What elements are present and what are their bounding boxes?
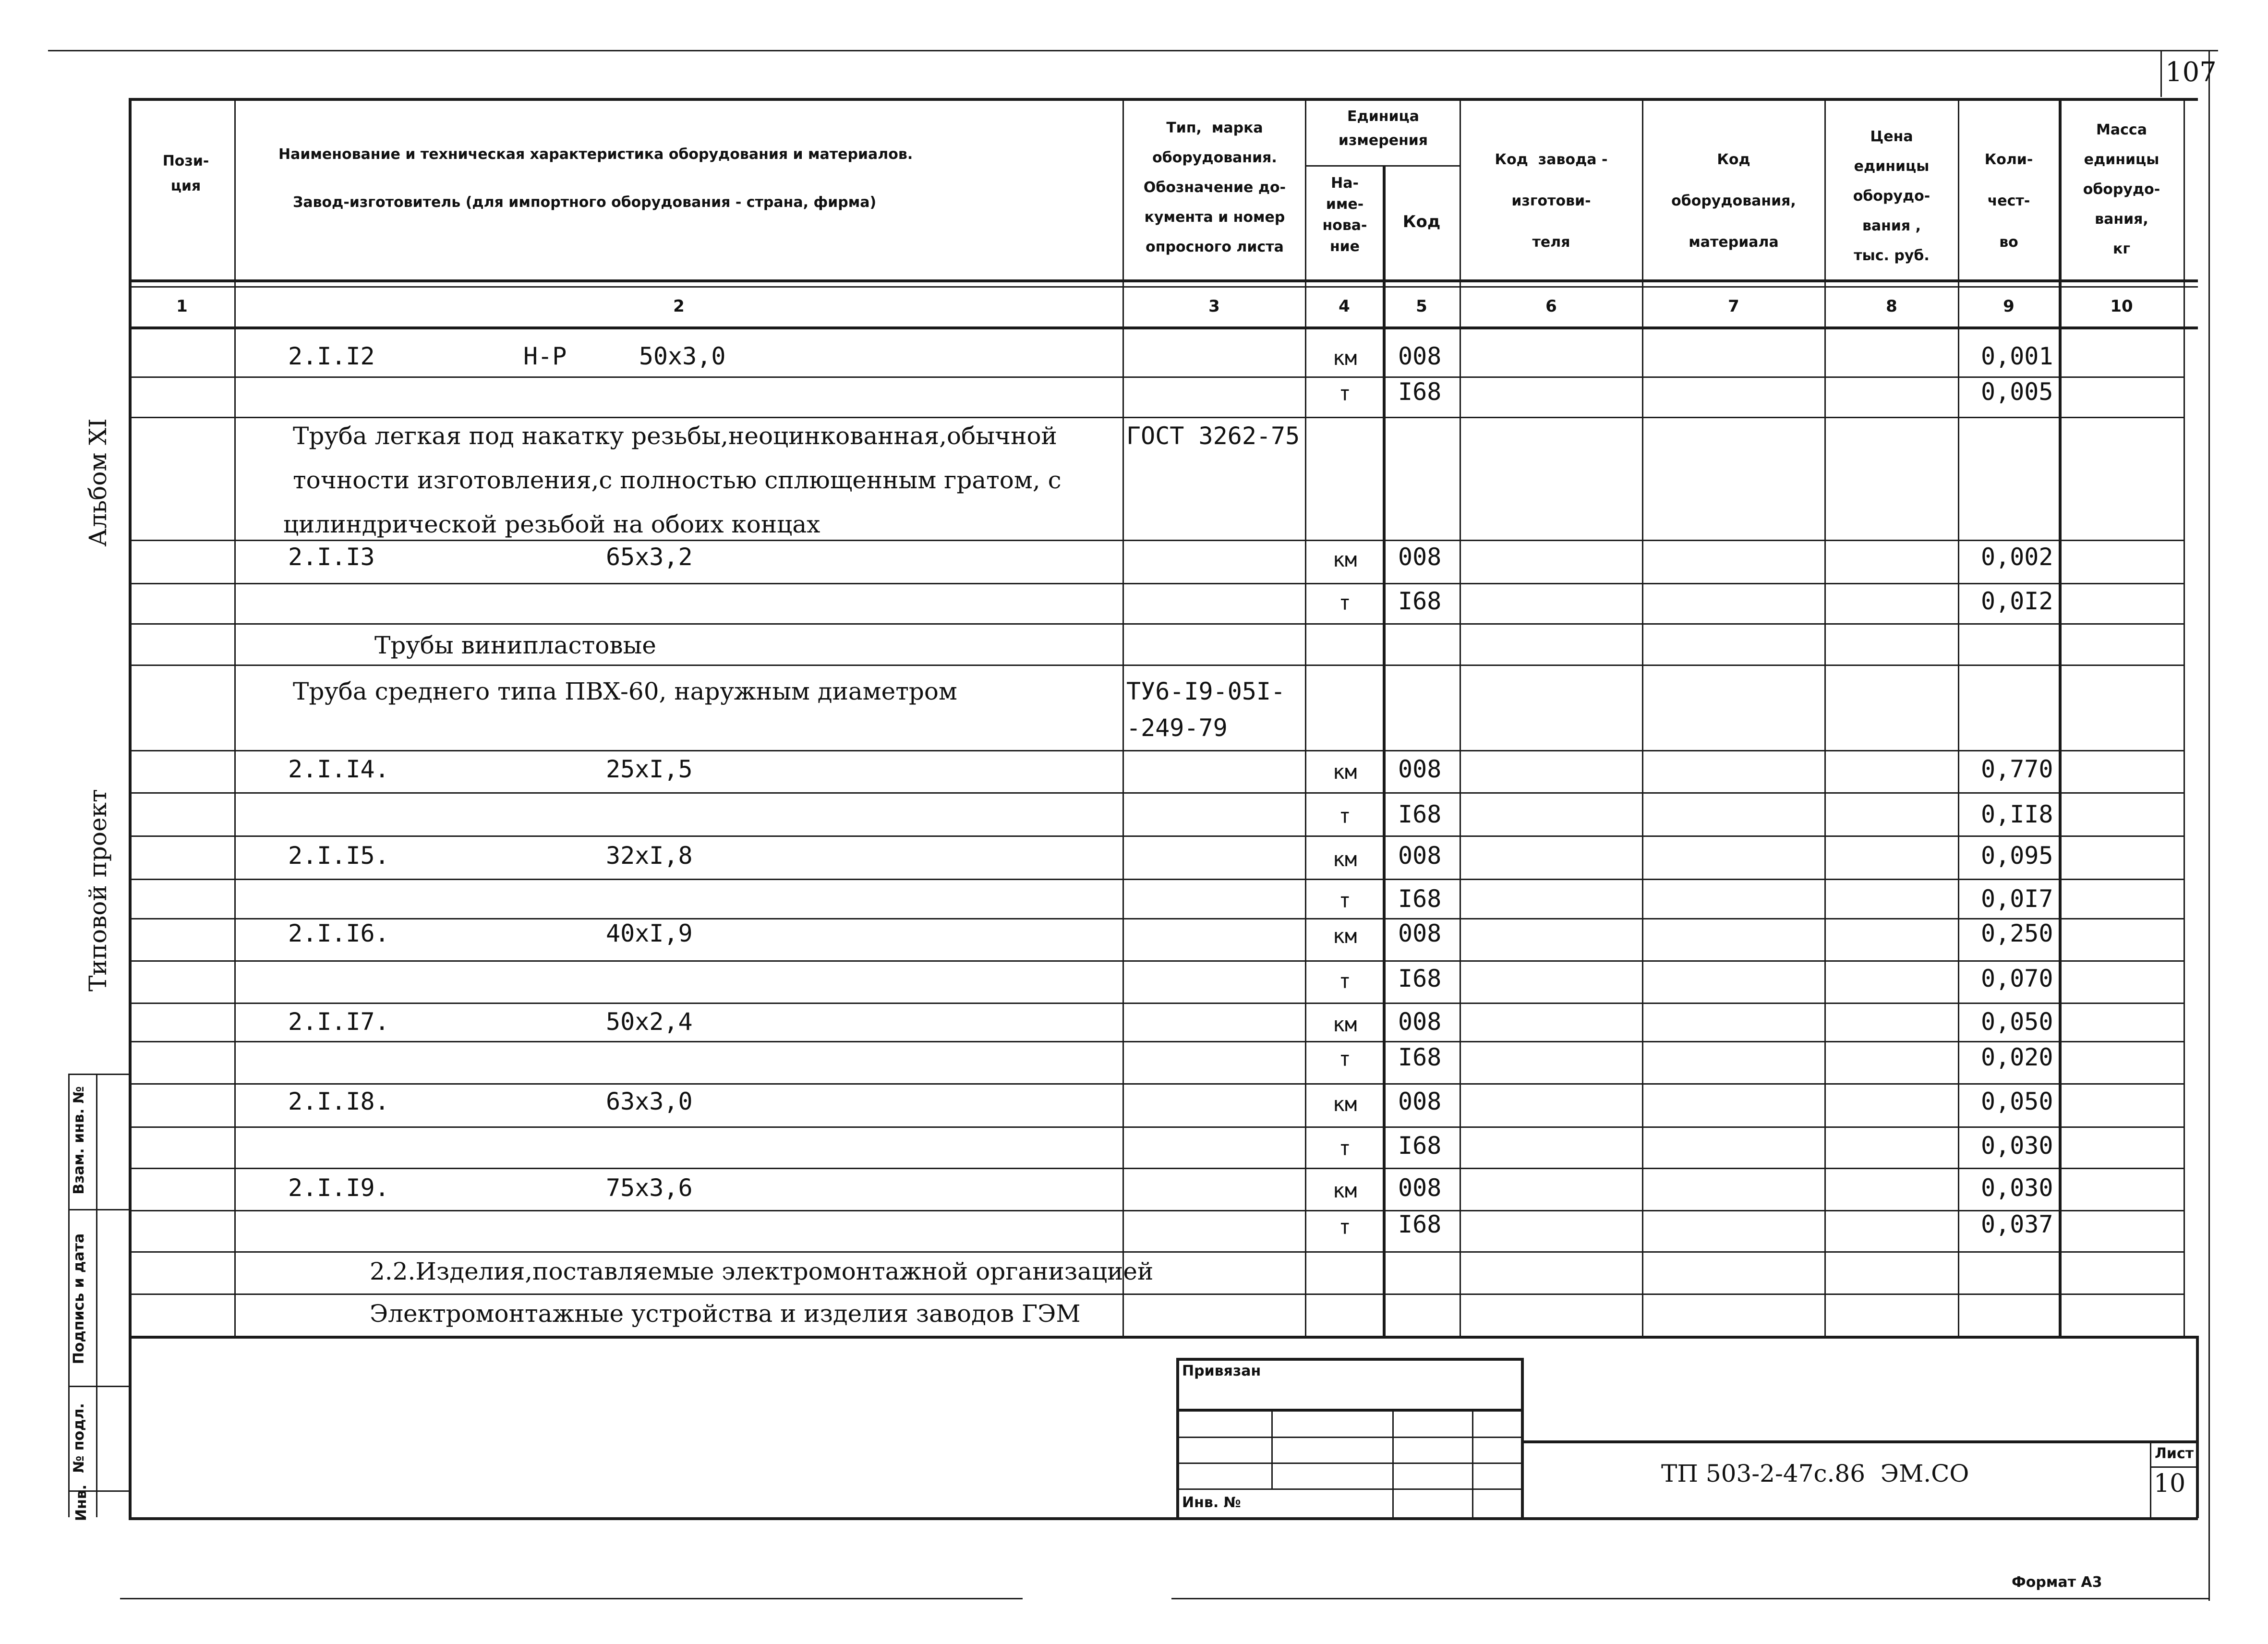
column-number: 3 xyxy=(1208,297,1220,316)
column-number: 8 xyxy=(1886,297,1897,316)
column-number: 6 xyxy=(1545,297,1557,316)
table-top-border xyxy=(129,98,2198,101)
side-label-album: Альбом XI xyxy=(84,418,112,547)
title-block-attached-label: Привязан xyxy=(1182,1363,1261,1379)
row-name: 63х3,0 xyxy=(606,1088,693,1115)
row-unit: км xyxy=(1332,346,1357,370)
column-number: 10 xyxy=(2110,297,2133,316)
row-unit-code: I68 xyxy=(1398,885,1442,913)
row-section-heading: Электромонтажные устройства и изделия заводов ГЭМ xyxy=(370,1300,1081,1328)
header-name-line2: Завод-изготовитель (для импортного оборудования - страна, фирма) xyxy=(293,194,877,211)
row-quantity: 0,770 xyxy=(1981,755,2053,783)
header-unit-group: Единица измерения xyxy=(1338,108,1428,149)
row-position: 2.I.I6. xyxy=(288,919,389,947)
row-document: -249-79 xyxy=(1126,714,1228,742)
row-unit: км xyxy=(1332,548,1357,571)
row-unit: т xyxy=(1339,1047,1351,1071)
column-number: 7 xyxy=(1728,297,1739,316)
stamp-replace-inv: Взам. инв. № xyxy=(71,1086,87,1195)
row-position: 2.I.I7. xyxy=(288,1008,389,1036)
row-unit: км xyxy=(1332,760,1357,784)
stamp-signature-date: Подпись и дата xyxy=(71,1233,87,1365)
header-name-line1: Наименование и техническая характеристика оборудования и материалов. xyxy=(278,146,913,163)
header-position: Пози- ция xyxy=(162,153,209,194)
row-unit-code: 008 xyxy=(1398,755,1442,783)
row-position: 2.I.I9. xyxy=(288,1174,389,1202)
row-unit-code: I68 xyxy=(1398,587,1442,615)
row-document: ТУ6-I9-05I- xyxy=(1126,677,1286,705)
row-unit: т xyxy=(1339,1136,1351,1160)
row-name: точности изготовления,с полностью сплющенным гратом, с xyxy=(293,466,1062,494)
row-unit-code: 008 xyxy=(1398,543,1442,571)
row-quantity: 0,005 xyxy=(1981,378,2053,406)
row-quantity: 0,0I7 xyxy=(1981,885,2053,913)
row-quantity: 0,002 xyxy=(1981,543,2053,571)
side-label-project: Типовой проект xyxy=(84,789,112,991)
row-unit-code: 008 xyxy=(1398,1174,1442,1202)
row-name: Труба среднего типа ПВХ-60, наружным диаметром xyxy=(293,677,957,705)
row-unit-code: 008 xyxy=(1398,919,1442,947)
row-unit: т xyxy=(1339,889,1351,912)
column-number: 1 xyxy=(176,297,188,316)
header-unit-code: Код xyxy=(1402,212,1441,231)
header-unit-mass: Масса единицы оборудо- вания, кг xyxy=(2083,121,2160,257)
header-unit-price: Цена единицы оборудо- вания , тыс. руб. xyxy=(1853,128,1930,264)
row-name: цилиндрической резьбой на обоих концах xyxy=(283,510,820,538)
row-quantity: 0,020 xyxy=(1981,1043,2053,1071)
row-section-heading: 2.2.Изделия,поставляемые электромонтажной организацией xyxy=(370,1257,1154,1285)
row-unit-code: I68 xyxy=(1398,1043,1442,1071)
header-type-mark: Тип, марка оборудования. Обозначение до- кумента и номер опросного листа xyxy=(1143,120,1286,255)
row-unit-code: 008 xyxy=(1398,1008,1442,1036)
row-quantity: 0,030 xyxy=(1981,1132,2053,1160)
row-unit-code: 008 xyxy=(1398,1088,1442,1115)
header-equipment-code: Код оборудования, материала xyxy=(1671,151,1796,251)
row-unit-code: 008 xyxy=(1398,842,1442,870)
row-document: ГОСТ 3262-75 xyxy=(1126,422,1300,450)
row-quantity: 0,030 xyxy=(1981,1174,2053,1202)
frame-bottom-border xyxy=(129,1517,2198,1520)
row-quantity: 0,095 xyxy=(1981,842,2053,870)
row-unit-code: I68 xyxy=(1398,965,1442,992)
sheet-number: 10 xyxy=(2154,1469,2186,1498)
row-unit-code: I68 xyxy=(1398,1132,1442,1160)
row-unit: км xyxy=(1332,1179,1357,1202)
row-name: Н-Р 50х3,0 xyxy=(523,342,726,370)
row-unit: км xyxy=(1332,924,1357,948)
row-position: 2.I.I2 xyxy=(288,342,375,370)
row-quantity: 0,250 xyxy=(1981,919,2053,947)
column-number: 5 xyxy=(1416,297,1427,316)
row-position: 2.I.I5. xyxy=(288,842,389,870)
row-name: 75х3,6 xyxy=(606,1174,693,1202)
row-quantity: 0,0I2 xyxy=(1981,587,2053,615)
sheet-label: Лист xyxy=(2155,1445,2194,1462)
column-number: 9 xyxy=(2003,297,2015,316)
stamp-original-number: № подл. xyxy=(71,1403,87,1473)
row-name: Трубы винипластовые xyxy=(374,631,656,659)
row-quantity: 0,001 xyxy=(1981,342,2053,370)
row-name: 32хI,8 xyxy=(606,842,693,870)
header-manufacturer-code: Код завода - изготови- теля xyxy=(1495,151,1608,251)
row-unit: км xyxy=(1332,1013,1357,1036)
header-unit-name: На- име- нова- ние xyxy=(1322,175,1367,255)
row-unit-code: I68 xyxy=(1398,800,1442,828)
row-name: 50х2,4 xyxy=(606,1008,693,1036)
row-quantity: 0,070 xyxy=(1981,965,2053,992)
row-quantity: 0,050 xyxy=(1981,1008,2053,1036)
row-unit: т xyxy=(1339,804,1351,828)
column-number: 4 xyxy=(1339,297,1350,316)
row-unit-code: I68 xyxy=(1398,1210,1442,1238)
row-unit-code: 008 xyxy=(1398,342,1442,370)
row-position: 2.I.I8. xyxy=(288,1088,389,1115)
stamp-inv: Инв. xyxy=(73,1484,90,1522)
row-unit: т xyxy=(1339,1215,1351,1239)
row-unit: км xyxy=(1332,847,1357,871)
row-unit: км xyxy=(1332,1092,1357,1116)
row-quantity: 0,II8 xyxy=(1981,800,2053,828)
row-name: 65х3,2 xyxy=(606,543,693,571)
column-number: 2 xyxy=(673,297,685,316)
row-quantity: 0,050 xyxy=(1981,1088,2053,1115)
title-block-inv-label: Инв. № xyxy=(1182,1494,1241,1511)
row-unit-code: I68 xyxy=(1398,378,1442,406)
row-name: 40хI,9 xyxy=(606,919,693,947)
row-unit: т xyxy=(1339,969,1351,993)
row-name: Труба легкая под накатку резьбы,неоцинкованная,обычной xyxy=(293,422,1057,450)
document-code: ТП 503-2-47с.86 ЭМ.СО xyxy=(1661,1460,1969,1487)
format-label: Формат А3 xyxy=(2012,1574,2102,1591)
header-quantity: Коли- чест- во xyxy=(1984,151,2033,251)
row-unit: т xyxy=(1339,591,1351,615)
row-position: 2.I.I4. xyxy=(288,755,389,783)
row-quantity: 0,037 xyxy=(1981,1210,2053,1238)
row-unit: т xyxy=(1339,382,1351,405)
row-name: 25хI,5 xyxy=(606,755,693,783)
sheet-corner-number: 107 xyxy=(2165,57,2217,88)
row-position: 2.I.I3 xyxy=(288,543,375,571)
